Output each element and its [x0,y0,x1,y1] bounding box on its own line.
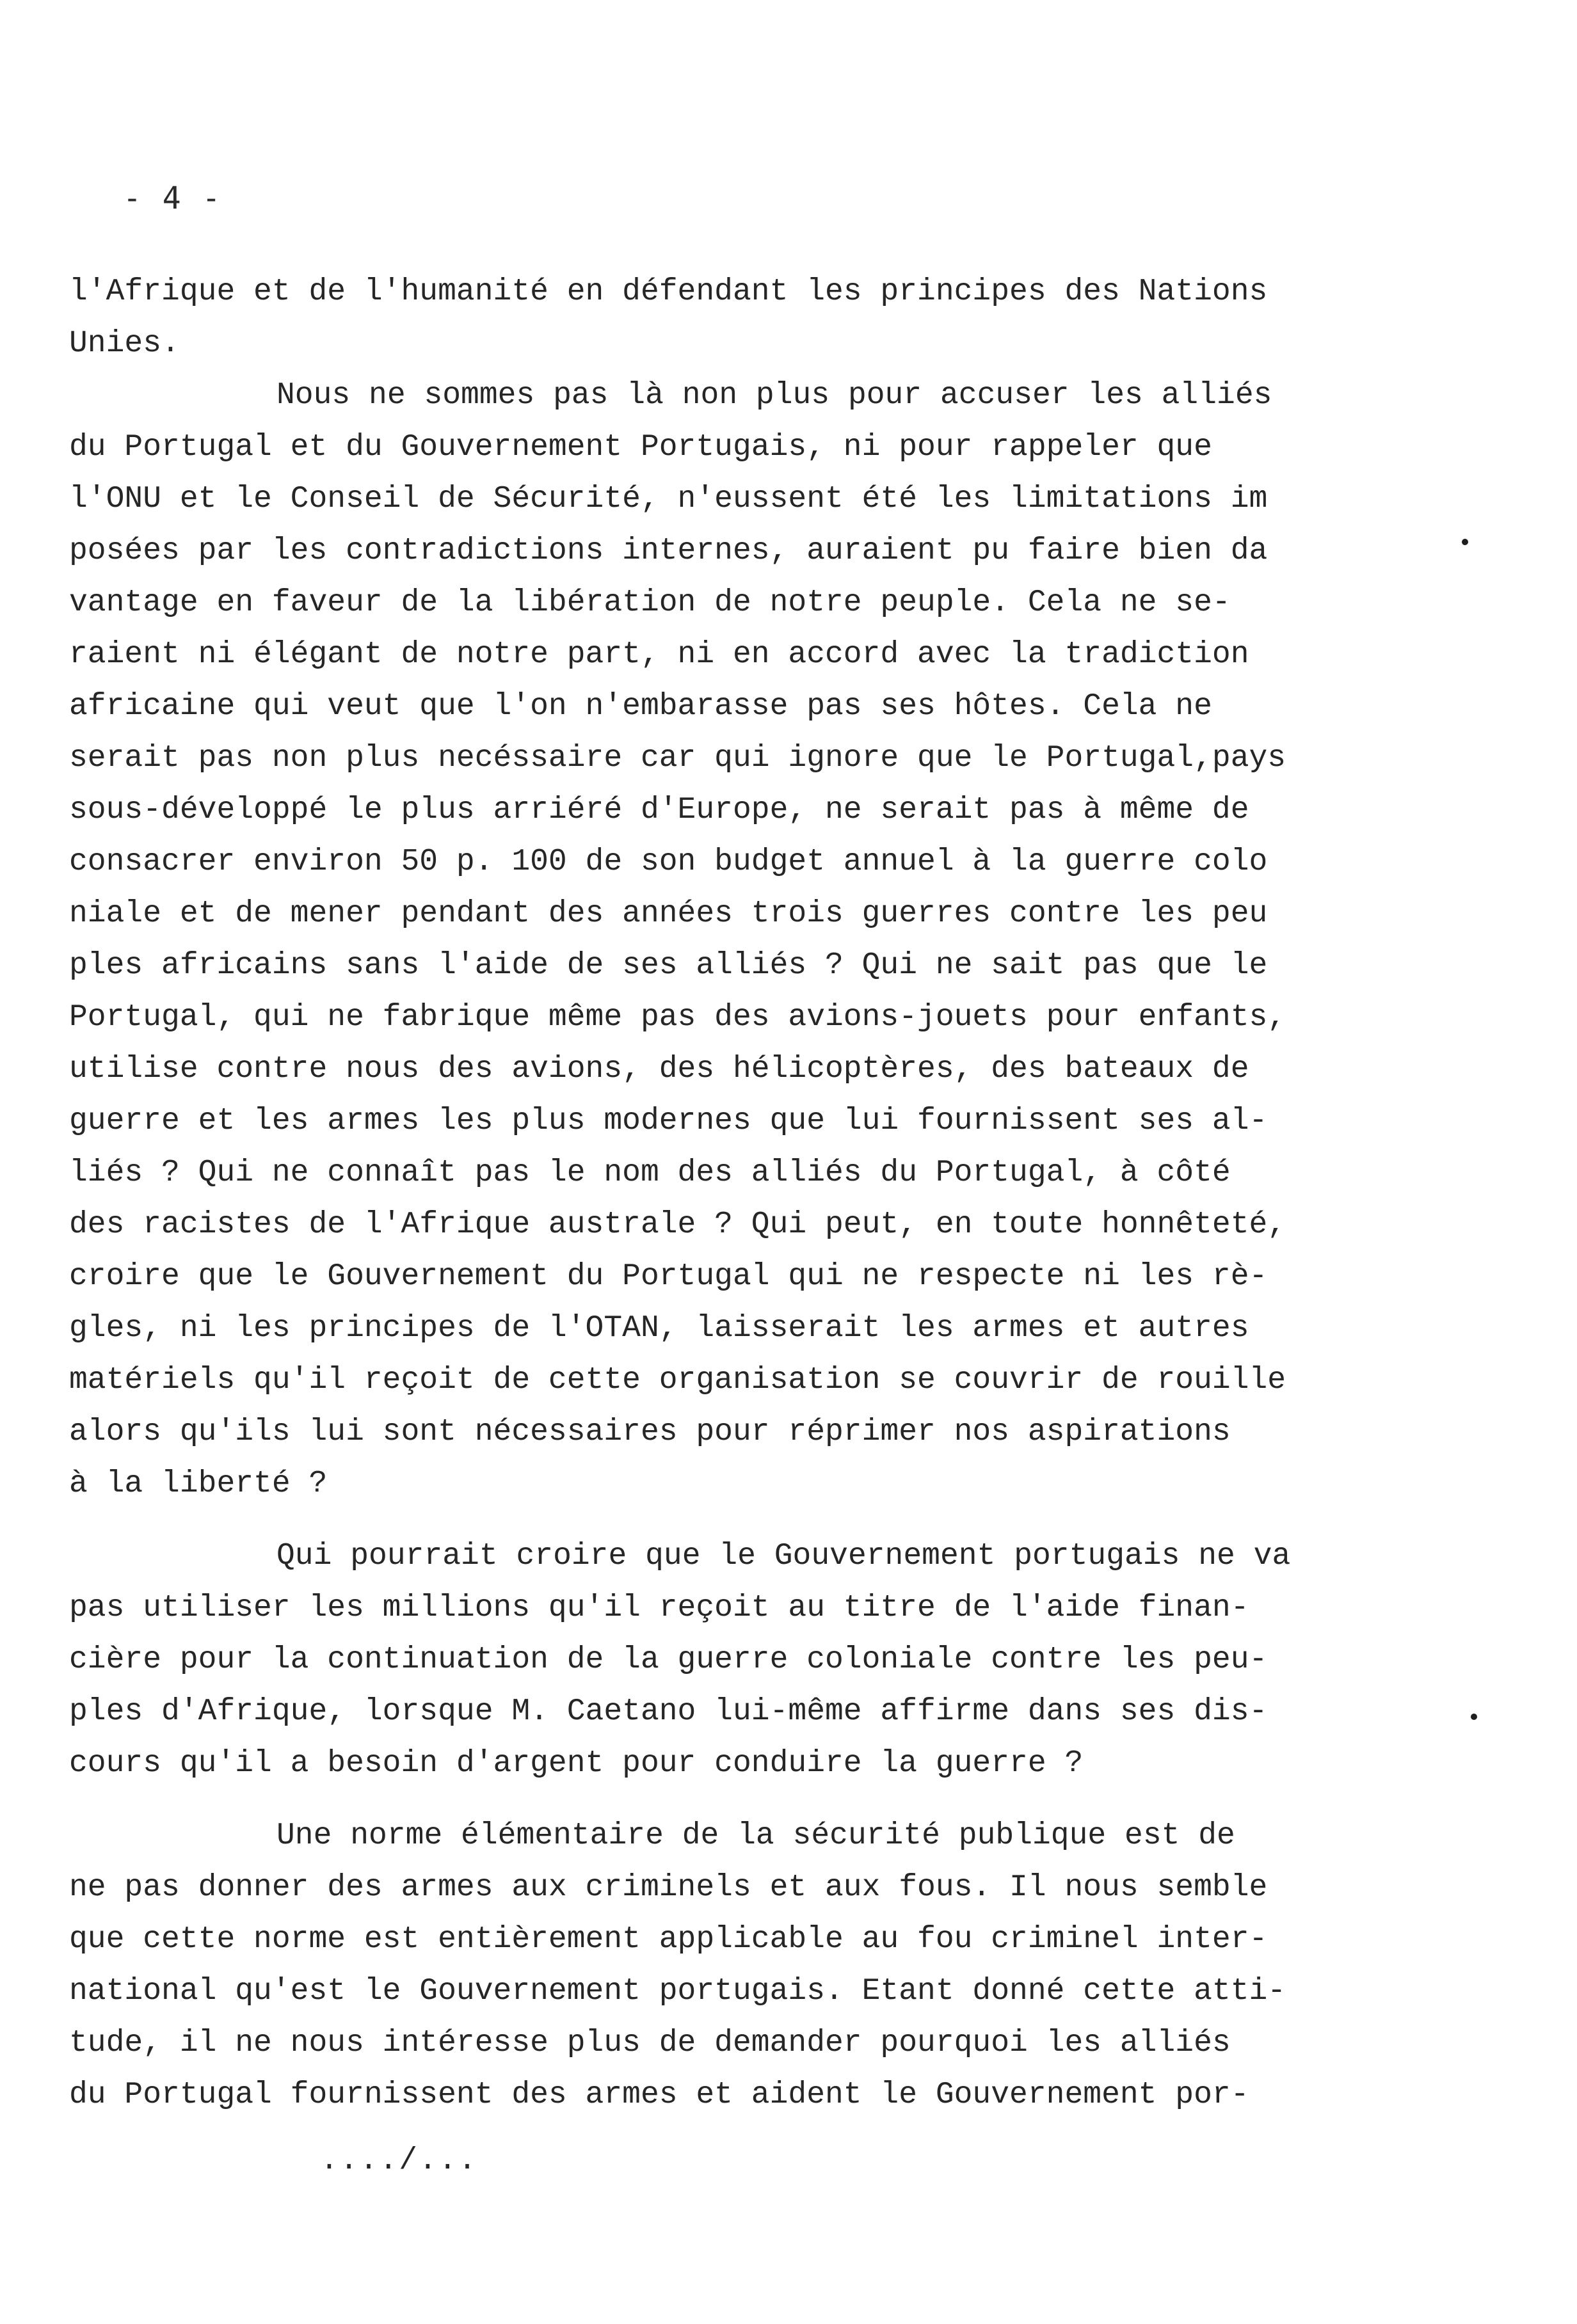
text-line: consacrer environ 50 p. 100 de son budget annuel à la guerre colo [69,845,1268,879]
text-line: Portugal, qui ne fabrique même pas des avions-jouets pour enfants, [69,1000,1286,1035]
text-line: tude, il ne nous intéresse plus de demander pourquoi les alliés [69,2026,1231,2060]
text-line: du Portugal et du Gouvernement Portugais, ni pour rappeler que [69,430,1212,465]
text-line: raient ni élégant de notre part, ni en accord avec la tradiction [69,637,1249,672]
paragraph-1 [69,266,1356,370]
continuation-mark: ..../... [320,2144,478,2178]
text-line: que cette norme est entièrement applicable au fou criminel inter- [69,1922,1268,1957]
paragraph-gap [69,1790,1356,1810]
text-line: guerre et les armes les plus modernes que lui fournissent ses al- [69,1104,1268,1138]
text-line: Une norme élémentaire de la sécurité publique est de [276,1819,1235,1853]
text-line: ne pas donner des armes aux criminels et aux fous. Il nous semble [69,1870,1268,1905]
text-line: à la liberté ? [69,1467,328,1501]
text-line: alors qu'ils lui sont nécessaires pour réprimer nos aspirations [69,1415,1231,1449]
paragraph-4 [69,1810,1356,2121]
text-line: sous-développé le plus arriéré d'Europe, ne serait pas à même de [69,793,1249,827]
text-line: posées par les contradictions internes, auraient pu faire bien da [69,534,1268,568]
text-line: du Portugal fournissent des armes et aident le Gouvernement por- [69,2078,1249,2112]
text-line: cours qu'il a besoin d'argent pour conduire la guerre ? [69,1746,1084,1781]
text-line: national qu'est le Gouvernement portugais. Etant donné cette atti- [69,1974,1286,2009]
text-line: niale et de mener pendant des années trois guerres contre les peu [69,896,1268,931]
text-line: pas utiliser les millions qu'il reçoit au titre de l'aide finan- [69,1591,1249,1625]
text-line: cière pour la continuation de la guerre coloniale contre les peu- [69,1643,1268,1677]
text-line: l'Afrique et de l'humanité en défendant les principes des Nations [69,275,1268,309]
paragraph-2 [69,370,1356,1510]
ink-speck [1462,539,1468,545]
text-line: liés ? Qui ne connaît pas le nom des alliés du Portugal, à côté [69,1156,1231,1190]
text-line: serait pas non plus necéssaire car qui ignore que le Portugal,pays [69,741,1286,776]
text-line: Nous ne sommes pas là non plus pour accuser les alliés [276,378,1272,413]
text-line: vantage en faveur de la libération de notre peuple. Cela ne se- [69,585,1231,620]
text-line: croire que le Gouvernement du Portugal qui ne respecte ni les rè- [69,1259,1268,1294]
text-line: gles, ni les principes de l'OTAN, laisserait les armes et autres [69,1311,1249,1346]
text-line: Unies. [69,326,180,361]
text-line: Qui pourrait croire que le Gouvernement portugais ne va [276,1539,1291,1573]
text-line: africaine qui veut que l'on n'embarasse pas ses hôtes. Cela ne [69,689,1212,724]
text-line: ples d'Afrique, lorsque M. Caetano lui-même affirme dans ses dis- [69,1694,1268,1729]
paragraph-gap [69,1510,1356,1531]
text-line: utilise contre nous des avions, des hélicoptères, des bateaux de [69,1052,1249,1086]
body-text [69,266,1356,2121]
text-line: matériels qu'il reçoit de cette organisation se couvrir de rouille [69,1363,1286,1397]
text-line: l'ONU et le Conseil de Sécurité, n'eussent été les limitations im [69,482,1268,516]
ink-speck [1471,1714,1477,1720]
text-line: des racistes de l'Afrique australe ? Qui peut, en toute honnêteté, [69,1207,1286,1242]
text-line: ples africains sans l'aide de ses alliés ? Qui ne sait pas que le [69,948,1268,983]
page-number: - 4 - [123,180,222,216]
paragraph-3 [69,1531,1356,1790]
